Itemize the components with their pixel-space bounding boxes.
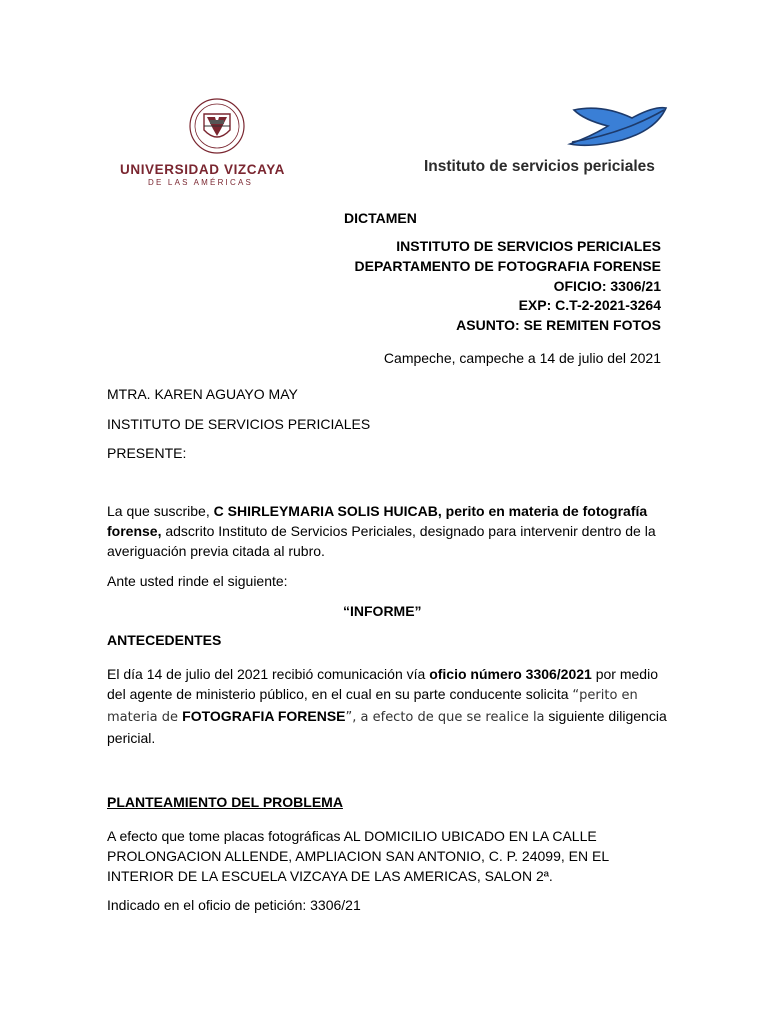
planteamiento-heading: PLANTEAMIENTO DEL PROBLEMA	[107, 794, 343, 810]
header-line-2: DEPARTAMENTO DE FOTOGRAFIA FORENSE	[354, 258, 661, 274]
header-exp: EXP: C.T-2-2021-3264	[518, 297, 661, 313]
institute-logo	[424, 100, 694, 180]
indicado-line: Indicado en el oficio de petición: 3306/21	[107, 897, 361, 913]
intro-text-a: La que suscribe,	[107, 503, 214, 519]
antecedentes-text-b: por medio del agente de ministerio público, en el cual en su parte conducente solicita	[107, 666, 658, 702]
document-title: DICTAMEN	[344, 210, 417, 226]
addressee-presente: PRESENTE:	[107, 445, 187, 461]
antecedentes-oficio-bold: oficio número 3306/2021	[429, 666, 592, 682]
university-crest-icon	[118, 96, 300, 162]
university-subtitle: DE LAS AMÉRICAS	[148, 178, 254, 187]
antecedentes-quote-b: ”, a efecto de que se realice la	[345, 710, 545, 725]
antecedentes-quote-a: “perito en materia de	[107, 688, 638, 725]
antecedentes-text-a: El día 14 de julio del 2021 recibió comunicación vía	[107, 666, 430, 682]
antecedentes-paragraph	[107, 664, 667, 748]
addressee-name: MTRA. KAREN AGUAYO MAY	[107, 386, 298, 402]
header-line-1: INSTITUTO DE SERVICIOS PERICIALES	[396, 238, 661, 254]
header-asunto: ASUNTO: SE REMITEN FOTOS	[456, 317, 661, 333]
university-logo	[118, 96, 300, 190]
antecedentes-text-c: siguiente diligencia pericial.	[107, 708, 667, 746]
institute-swoosh-icon	[562, 100, 672, 154]
informe-title: “INFORME”	[343, 603, 422, 619]
antecedentes-fotografia-bold: FOTOGRAFIA FORENSE	[182, 708, 346, 724]
intro-rinde: Ante usted rinde el siguiente:	[107, 573, 288, 589]
intro-paragraph	[107, 501, 667, 561]
intro-text-bold: C SHIRLEYMARIA SOLIS HUICAB, perito en materia de fotografía forense,	[107, 503, 648, 539]
antecedentes-heading: ANTECEDENTES	[107, 632, 222, 648]
institute-name: Instituto de servicios periciales	[424, 158, 655, 175]
date-line: Campeche, campeche a 14 de julio del 2021	[383, 350, 661, 366]
planteamiento-body: A efecto que tome placas fotográficas AL DOMICILIO UBICADO EN LA CALLE PROLONGACION ALLENDE, AMPLIACION SAN ANTONIO, C. P. 24099, EN EL INTERIOR DE LA ESCUELA VIZCAYA DE LAS AMERICAS, SALON 2ª.	[107, 828, 609, 884]
university-name: UNIVERSIDAD VIZCAYA	[120, 162, 285, 177]
intro-text-b: adscrito Instituto de Servicios Periciales, designado para intervenir dentro de la averiguación previa citada al rubro.	[107, 523, 656, 559]
header-oficio: OFICIO: 3306/21	[553, 278, 661, 294]
addressee-institution: INSTITUTO DE SERVICIOS PERICIALES	[107, 416, 371, 432]
